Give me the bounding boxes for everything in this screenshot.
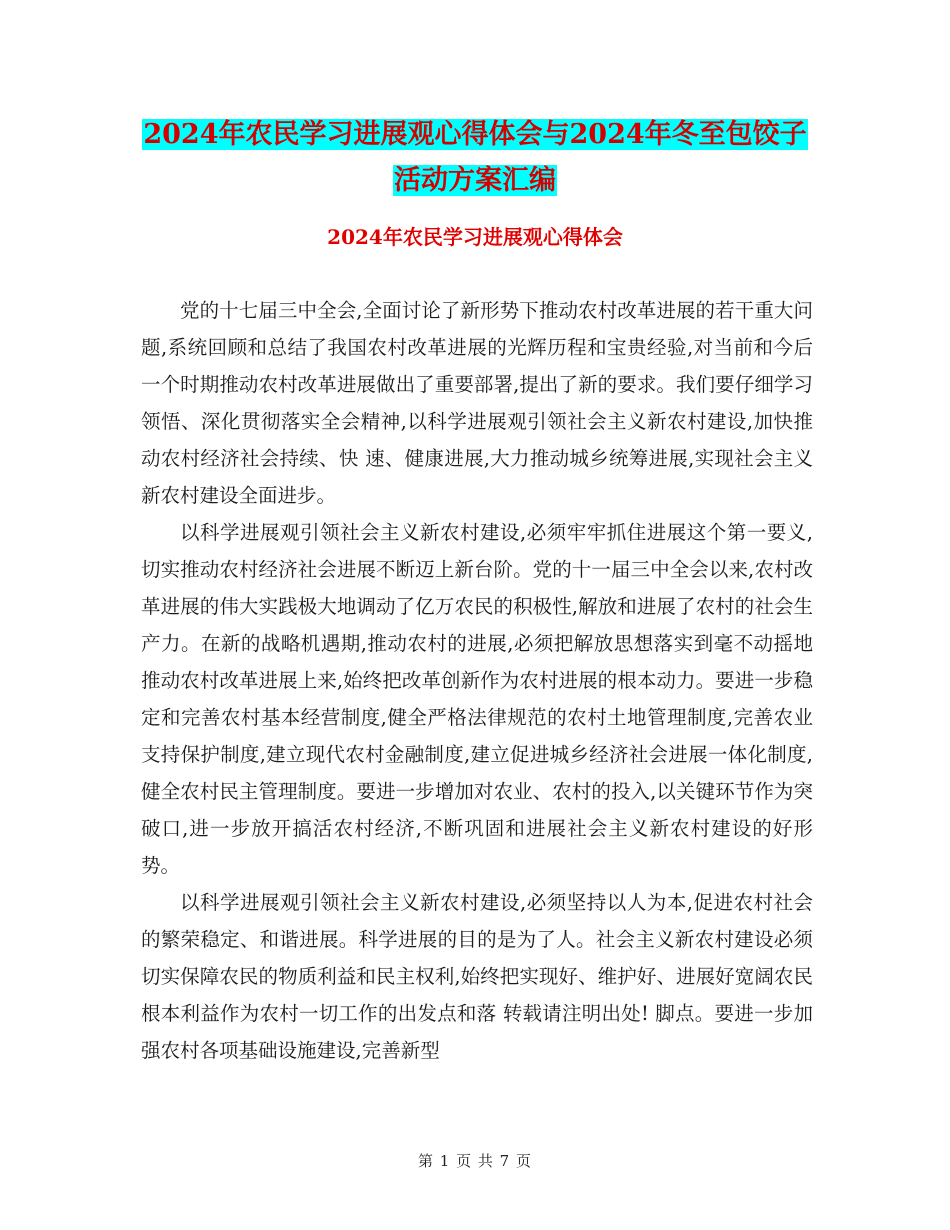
section-title: 2024年农民学习进展观心得体会	[327, 225, 623, 249]
document-title-line2: 活动方案汇编	[394, 165, 556, 196]
body-paragraph: 以科学进展观引领社会主义新农村建设,必须坚持以人为本,促进农村社会的繁荣稳定、和谐进展。科学进展的目的是为了人。社会主义新农村建设必须切实保障农民的物质利益和民主权利,始终把实现好、维护好、进展好宽阔农民根本利益作为农村一切工作的出发点和落 转载请注明出处! 脚点。要进一步加强农村各项基础设施建设,完善新型	[141, 891, 813, 1062]
page-footer: 第 1 页 共 7 页	[418, 1152, 532, 1170]
body-paragraph: 党的十七届三中全会,全面讨论了新形势下推动农村改革进展的若干重大问题,系统回顾和总结了我国农村改革进展的光辉历程和宝贵经验,对当前和今后一个时期推动农村改革进展做出了重要部署,提出了新的要求。我们要仔细学习领悟、深化贯彻落实全会精神,以科学进展观引领社会主义新农村建设,加快推动农村经济社会持续、快 速、健康进展,大力推动城乡统筹进展,实现社会主义新农村建设全面进步。	[141, 299, 813, 507]
body-paragraph: 以科学进展观引领社会主义新农村建设,必须牢牢抓住进展这个第一要义,切实推动农村经济社会进展不断迈上新台阶。党的十一届三中全会以来,农村改革进展的伟大实践极大地调动了亿万农民的积极性,解放和进展了农村的社会生产力。在新的战略机遇期,推动农村的进展,必须把解放思想落实到毫不动摇地推动农村改革进展上来,始终把改革创新作为农村进展的根本动力。要进一步稳定和完善农村基本经营制度,健全严格法律规范的农村土地管理制度,完善农业支持保护制度,建立现代农村金融制度,建立促进城乡经济社会进展一体化制度,健全农村民主管理制度。要进一步增加对农业、农村的投入,以关键环节作为突破口,进一步放开搞活农村经济,不断巩固和进展社会主义新农村建设的好形势。	[141, 521, 813, 877]
document-body	[141, 292, 813, 1069]
document-title-line1: 2024年农民学习进展观心得体会与2024年冬至包饺子	[143, 119, 807, 150]
document-title	[0, 112, 950, 204]
